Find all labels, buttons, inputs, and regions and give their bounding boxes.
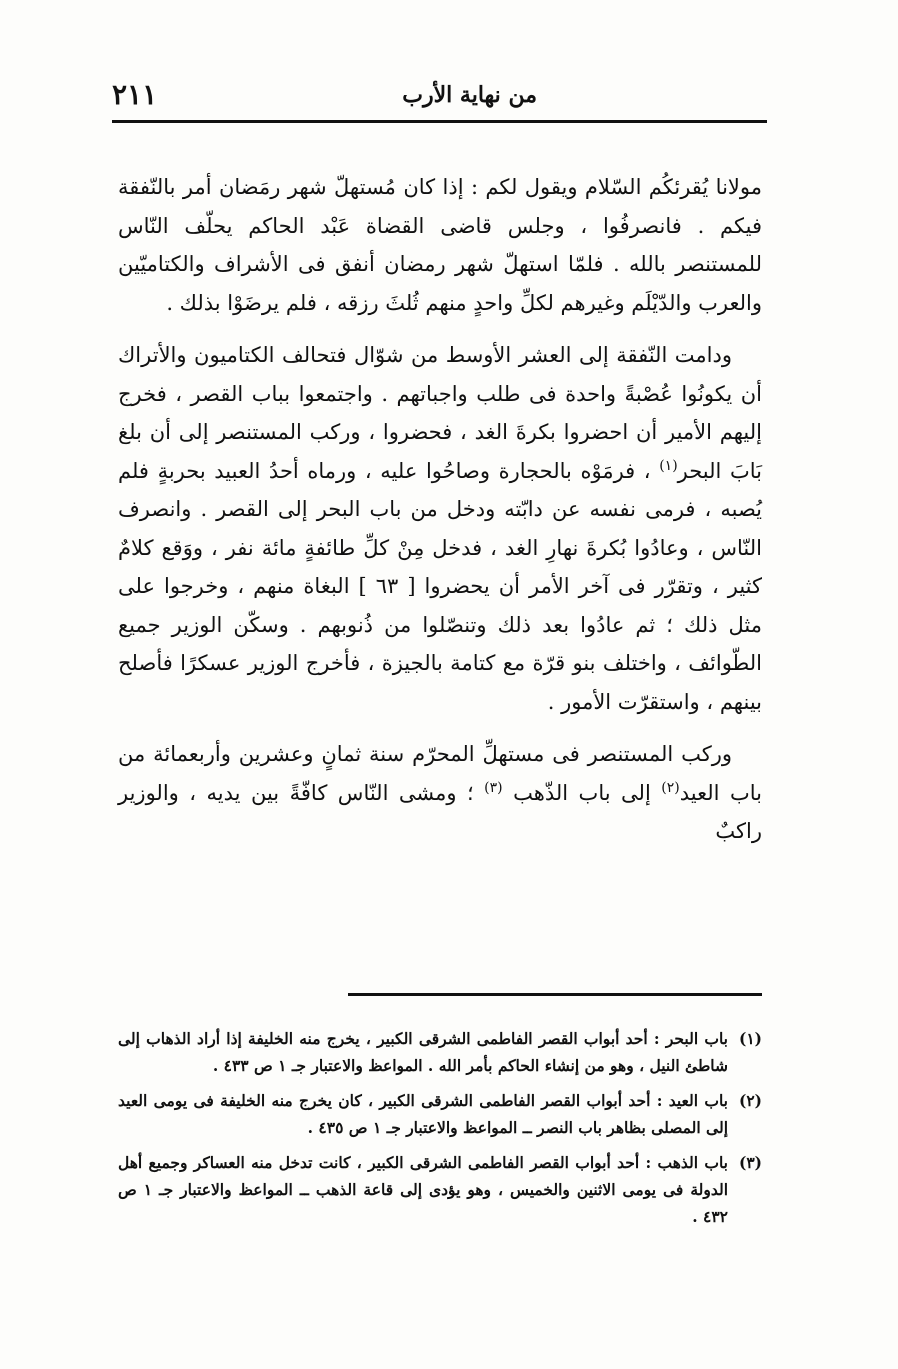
paragraph	[118, 168, 762, 322]
running-title: من نهاية الأرب	[402, 82, 537, 108]
running-header	[112, 72, 767, 120]
paragraph-text: ، فرمَوْه بالحجارة وصاحُوا عليه ، ورماه أحدُ العبيد بحربةٍ فلم يُصبه ، فرمى نفسه عن دابّته ودخل من باب البحر إلى القصر . وانصرف النّاس ، وعادُوا بُكرةَ نهارِ الغد ، فدخل مِنْ كلِّ طائفةٍ مائة نفر ، ووَقع كلامٌ كثير ، وتقرّر فى آخر الأمر أن يحضروا [ ٦٣ ] البغاة منهم ، وخرجوا على مثل ذلك ؛ ثم عادُوا بعد ذلك وتنصّلوا من ذُنوبهم . وسكّن الوزير جميع الطّوائف ، واختلف بنو قرّة مع كتامة بالجيزة ، فأخرج الوزير عسكرًا فأصلح بينهم ، واستقرّت الأمور .	[118, 458, 762, 714]
paragraph-text: مولانا يُقرئكُم السّلام ويقول لكم : إذا كان مُستهلّ شهر رمَضان أمر بالنّفقة فيكم . فانصرفُوا ، وجلس قاضى القضاة عَبْد الحاكم يحلّف النّاس للمستنصر بالله . فلمّا استهلّ شهر رمضان أنفق فى الأشراف والكتاميّين والعرب والدّيْلَم وغيرهم لكلِّ واحدٍ منهم ثُلثَ رزقه ، فلم يرضَوْا بذلك .	[118, 175, 762, 315]
footnotes	[118, 1025, 762, 1238]
footnote	[118, 1087, 762, 1141]
footnote-number: (١)	[738, 1029, 762, 1048]
footnote	[118, 1149, 762, 1230]
paragraph-text: إلى باب الذّهب	[513, 780, 651, 805]
footnote-ref: (٢)	[661, 779, 680, 796]
footnote-ref: (٣)	[484, 779, 503, 796]
paragraph-text: ودامت النّفقة إلى العشر الأوسط من شوّال فتحالف الكتاميون والأتراك أن يكونُوا عُصْبةً واحدة فى طلب واجباتهم . واجتمعوا بباب القصر ، فخرج إليهم الأمير أن احضروا بكرةَ الغد ، فحضروا ، وركب المستنصر إلى أن بلغ بَابَ البحر	[118, 343, 762, 483]
footnote-text: باب البحر : أحد أبواب القصر الفاطمى الشرقى الكبير ، يخرج منه الخليفة إذا أراد الذهاب إلى شاطئ النيل ، وهو من إنشاء الحاكم بأمر الله . المواعظ والاعتبار جـ ١ ص ٤٣٣ .	[118, 1029, 728, 1075]
main-text	[118, 168, 762, 865]
paragraph-text: وركب المستنصر فى مستهلِّ المحرّم سنة ثمانٍ وعشرين وأربعمائة من باب العيد	[118, 742, 762, 805]
paragraph	[118, 336, 762, 721]
paragraph-text: ؛ ومشى النّاس كافّةً بين يديه ، والوزير راكبٌ	[118, 780, 762, 843]
footnote-separator	[348, 993, 762, 996]
footnote-text: باب الذهب : أحد أبواب القصر الفاطمى الشرقى الكبير ، كانت تدخل منه العساكر وجميع أهل الدولة فى يومى الاثنين والخميس ، وهو يؤدى إلى قاعة الذهب ــ المواعظ والاعتبار جـ ١ ص ٤٣٢ .	[118, 1153, 729, 1226]
footnote-ref: (١)	[659, 457, 678, 474]
footnote-number: (٣)	[738, 1153, 762, 1172]
paragraph	[118, 735, 762, 851]
header-rule	[112, 120, 767, 123]
footnote	[118, 1025, 762, 1079]
page-number: ٢١١	[112, 78, 158, 111]
footnote-number: (٢)	[738, 1091, 762, 1110]
footnote-text: باب العيد : أحد أبواب القصر الفاطمى الشرقى الكبير ، كان يخرج منه الخليفة فى يومى العيد إلى المصلى بظاهر باب النصر ــ المواعظ والاعتبار جـ ١ ص ٤٣٥ .	[118, 1091, 728, 1137]
